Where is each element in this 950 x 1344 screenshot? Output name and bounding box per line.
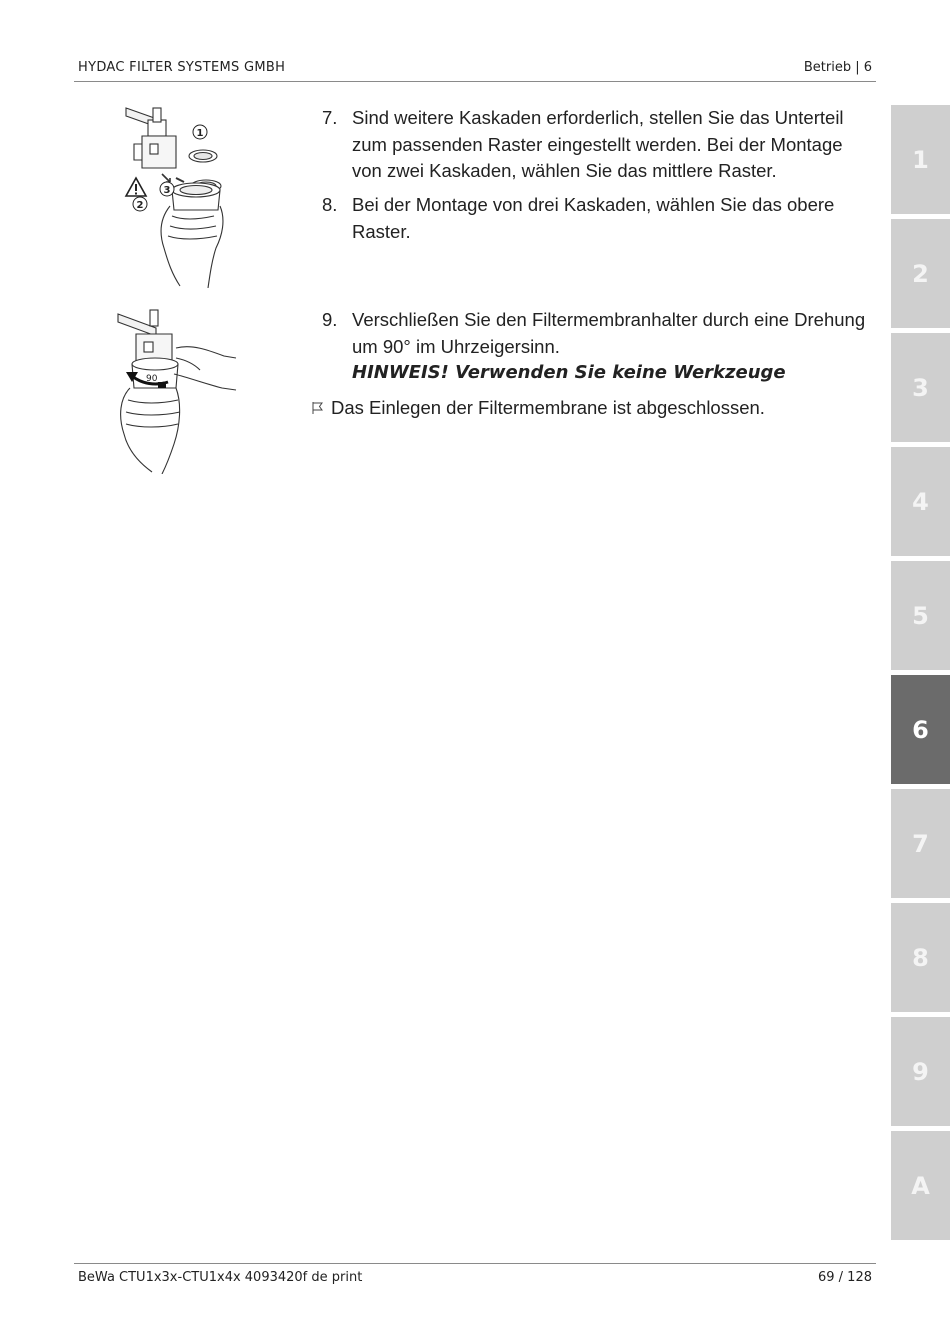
chapter-tab-3[interactable]: 3 bbox=[891, 333, 950, 442]
chapter-tab-9[interactable]: 9 bbox=[891, 1017, 950, 1126]
notice-text: HINWEIS! Verwenden Sie keine Werkzeuge bbox=[352, 362, 786, 383]
header-company: HYDAC FILTER SYSTEMS GMBH bbox=[78, 60, 286, 75]
callout-2: 2 bbox=[136, 200, 144, 211]
step-text: Verschließen Sie den Filtermembranhalter durch eine Drehung um 90° im Uhrzeigersinn. bbox=[352, 309, 866, 357]
chapter-tab-2[interactable]: 2 bbox=[891, 219, 950, 328]
result-text: Das Einlegen der Filtermembrane ist abgeschlossen. bbox=[331, 397, 765, 418]
footer-divider bbox=[74, 1263, 876, 1264]
footer-document-id: BeWa CTU1x3x-CTU1x4x 4093420f de print bbox=[78, 1270, 363, 1285]
chapter-tab-7[interactable]: 7 bbox=[891, 789, 950, 898]
step-text: Bei der Montage von drei Kaskaden, wählen Sie das obere Raster. bbox=[352, 194, 835, 242]
chapter-tab-5[interactable]: 5 bbox=[891, 561, 950, 670]
footer-page-number: 69 / 128 bbox=[818, 1270, 872, 1285]
chapter-tab-8[interactable]: 8 bbox=[891, 903, 950, 1012]
step-number: 7. bbox=[322, 107, 338, 128]
chapter-tab-a[interactable]: A bbox=[891, 1131, 950, 1240]
result-flag-icon bbox=[311, 401, 325, 415]
step-number: 9. bbox=[322, 309, 338, 330]
step-8 bbox=[322, 192, 867, 245]
callout-1: 1 bbox=[196, 128, 204, 139]
header-divider bbox=[74, 81, 876, 82]
figure-rotate-closure bbox=[112, 304, 240, 474]
header-section: Betrieb | 6 bbox=[803, 60, 872, 75]
chapter-tab-4[interactable]: 4 bbox=[891, 447, 950, 556]
step-text: Sind weitere Kaskaden erforderlich, stellen Sie das Unterteil zum passenden Raster eingestellt werden. Bei der Montage von zwei Kaskaden, wählen Sie das mittlere Raster. bbox=[352, 107, 844, 181]
chapter-tab-1[interactable]: 1 bbox=[891, 105, 950, 214]
callout-3: 3 bbox=[163, 185, 171, 196]
figure-filter-membrane-holder bbox=[120, 98, 240, 288]
step-number: 8. bbox=[322, 194, 338, 215]
result-line bbox=[311, 395, 765, 421]
step-9 bbox=[322, 307, 867, 387]
rotation-angle-label: 90 bbox=[146, 374, 158, 384]
chapter-tab-6[interactable]: 6 bbox=[891, 675, 950, 784]
step-7 bbox=[322, 105, 867, 185]
